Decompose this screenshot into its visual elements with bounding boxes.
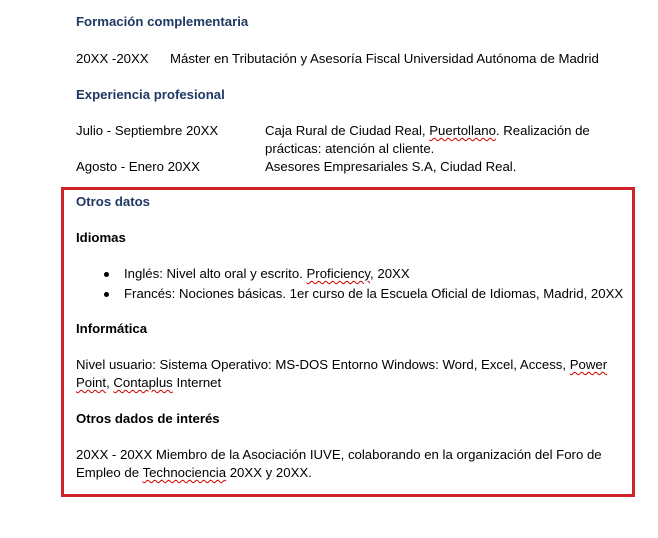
interes-text: 20XX y 20XX. (226, 465, 312, 480)
language-cert: Proficiency (306, 266, 371, 281)
informatica-text: Nivel usuario: Sistema Operativo: MS-DOS Entorno Windows: Word, Excel, Access, (76, 357, 570, 372)
informatica-point: Point (76, 375, 107, 390)
informatica-sep: , (106, 375, 114, 390)
section-heading-experiencia: Experiencia profesional (76, 87, 225, 102)
language-item (124, 266, 410, 281)
language-item: Francés: Nociones básicas. 1er curso de la Escuela Oficial de Idiomas, Madrid, 20XX (124, 286, 624, 301)
formacion-date: 20XX -20XX (76, 51, 149, 66)
experience-date: Agosto - Enero 20XX (76, 159, 200, 174)
formacion-description: Máster en Tributación y Asesoría Fiscal Universidad Autónoma de Madrid (170, 51, 599, 66)
interes-technociencia: Technociencia (142, 465, 227, 480)
experience-text: Caja Rural de Ciudad Real, (265, 123, 430, 138)
informatica-power: Power (569, 357, 608, 372)
section-heading-otros-datos: Otros datos (76, 194, 151, 209)
experience-description (265, 123, 590, 138)
section-heading-formacion: Formación complementaria (76, 14, 249, 29)
subheading-interes: Otros dados de interés (76, 411, 220, 426)
experience-place: Puertollano (429, 123, 496, 138)
experience-date: Julio - Septiembre 20XX (76, 123, 219, 138)
subheading-informatica: Informática (76, 321, 148, 336)
informatica-internet: Internet (172, 375, 222, 390)
interes-line2 (76, 465, 312, 480)
informatica-line2 (76, 375, 221, 390)
bullet-icon (104, 292, 109, 297)
informatica-contaplus: Contaplus (113, 375, 173, 390)
language-year: , 20XX (370, 266, 410, 281)
subheading-idiomas: Idiomas (76, 230, 126, 245)
experience-text: . Realización de (495, 123, 590, 138)
informatica-line1 (76, 357, 607, 372)
bullet-icon (104, 272, 109, 277)
interes-line1: 20XX - 20XX Miembro de la Asociación IUVE, colaborando en la organización del Foro de (76, 447, 602, 462)
language-text: Inglés: Nivel alto oral y escrito. (124, 266, 307, 281)
experience-description: Asesores Empresariales S.A, Ciudad Real. (265, 159, 517, 174)
experience-description-line2: prácticas: atención al cliente. (265, 141, 435, 156)
interes-text: Empleo de (76, 465, 143, 480)
